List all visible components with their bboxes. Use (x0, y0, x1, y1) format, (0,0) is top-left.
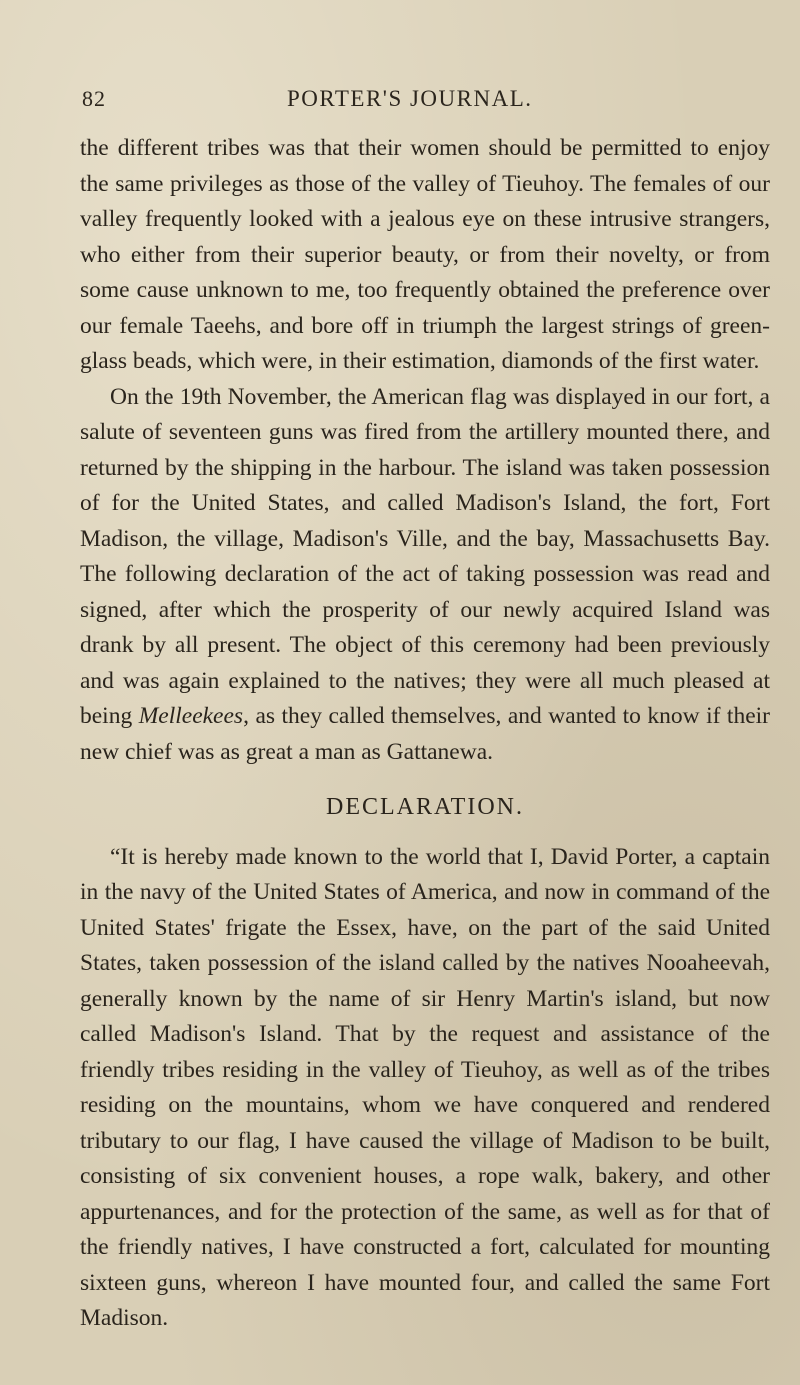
declaration-paragraph (80, 840, 770, 1337)
running-head (82, 86, 702, 118)
page-number: 82 (82, 86, 106, 111)
declaration-heading: DECLARATION. (326, 794, 524, 820)
paragraph-flag-ceremony (80, 380, 770, 771)
body-text (80, 131, 770, 1337)
melleekees-term: Melleekees (138, 703, 244, 729)
paragraph-flag-ceremony-text-b: , as they called themselves, and wanted to know if their new chief was as great a man as Gattanewa. (80, 703, 770, 765)
declaration-text: hereby made known to the world that I, David Porter, a captain in the navy of the United States of America, and now in command of the United States' frigate the Essex, have, on the part of the said United States, taken possession of the island called by the natives Nooaheevah, generally known by the name of sir Henry Martin's island, but now called Madison's Island. That by the request and assistance of the friendly tribes residing in the valley of Tieuhoy, as well as of the tribes residing on the mountains, whom we have conquered and rendered tributary to our flag, I have caused the village of Madison to be built, consisting of six convenient houses, a rope walk, bakery, and other appurtenances, and for the protection of the same, as well as for that of the friendly natives, I have constructed a fort, calculated for mounting sixteen guns, whereon I have mounted four, and called the same Fort Madison. (80, 843, 770, 1331)
journal-title: PORTER'S JOURNAL. (287, 86, 533, 111)
paragraph-flag-ceremony-text-a: On the 19th November, the American flag was displayed in our fort, a salute of seventeen guns was fired from the artillery mounted there, and returned by the shipping in the harbour. The island was taken possession of for the United States, and called Madison's Island, the fort, Fort Madison, the village, Madison's Ville, and the bay, Massachusetts Bay. The following declaration of the act of taking possession was read and signed, after which the prosperity of our newly acquired Island was drank by all present. The object of this ceremony had been previously and was again explained to the natives; they were all much pleased at being (80, 383, 770, 729)
paragraph-tribes: the different tribes was that their women should be permitted to enjoy the same privileges as those of the valley of Tieuhoy. The females of our valley frequently looked with a jealous eye on these intrusive strangers, who either from their superior beauty, or from their novelty, or from some cause unknown to me, too frequently obtained the preference over our female Taeehs, and bore off in triumph the largest strings of green-glass beads, which were, in their estimation, diamonds of the first water. (80, 135, 770, 374)
declaration-opening: “It is (110, 843, 158, 870)
